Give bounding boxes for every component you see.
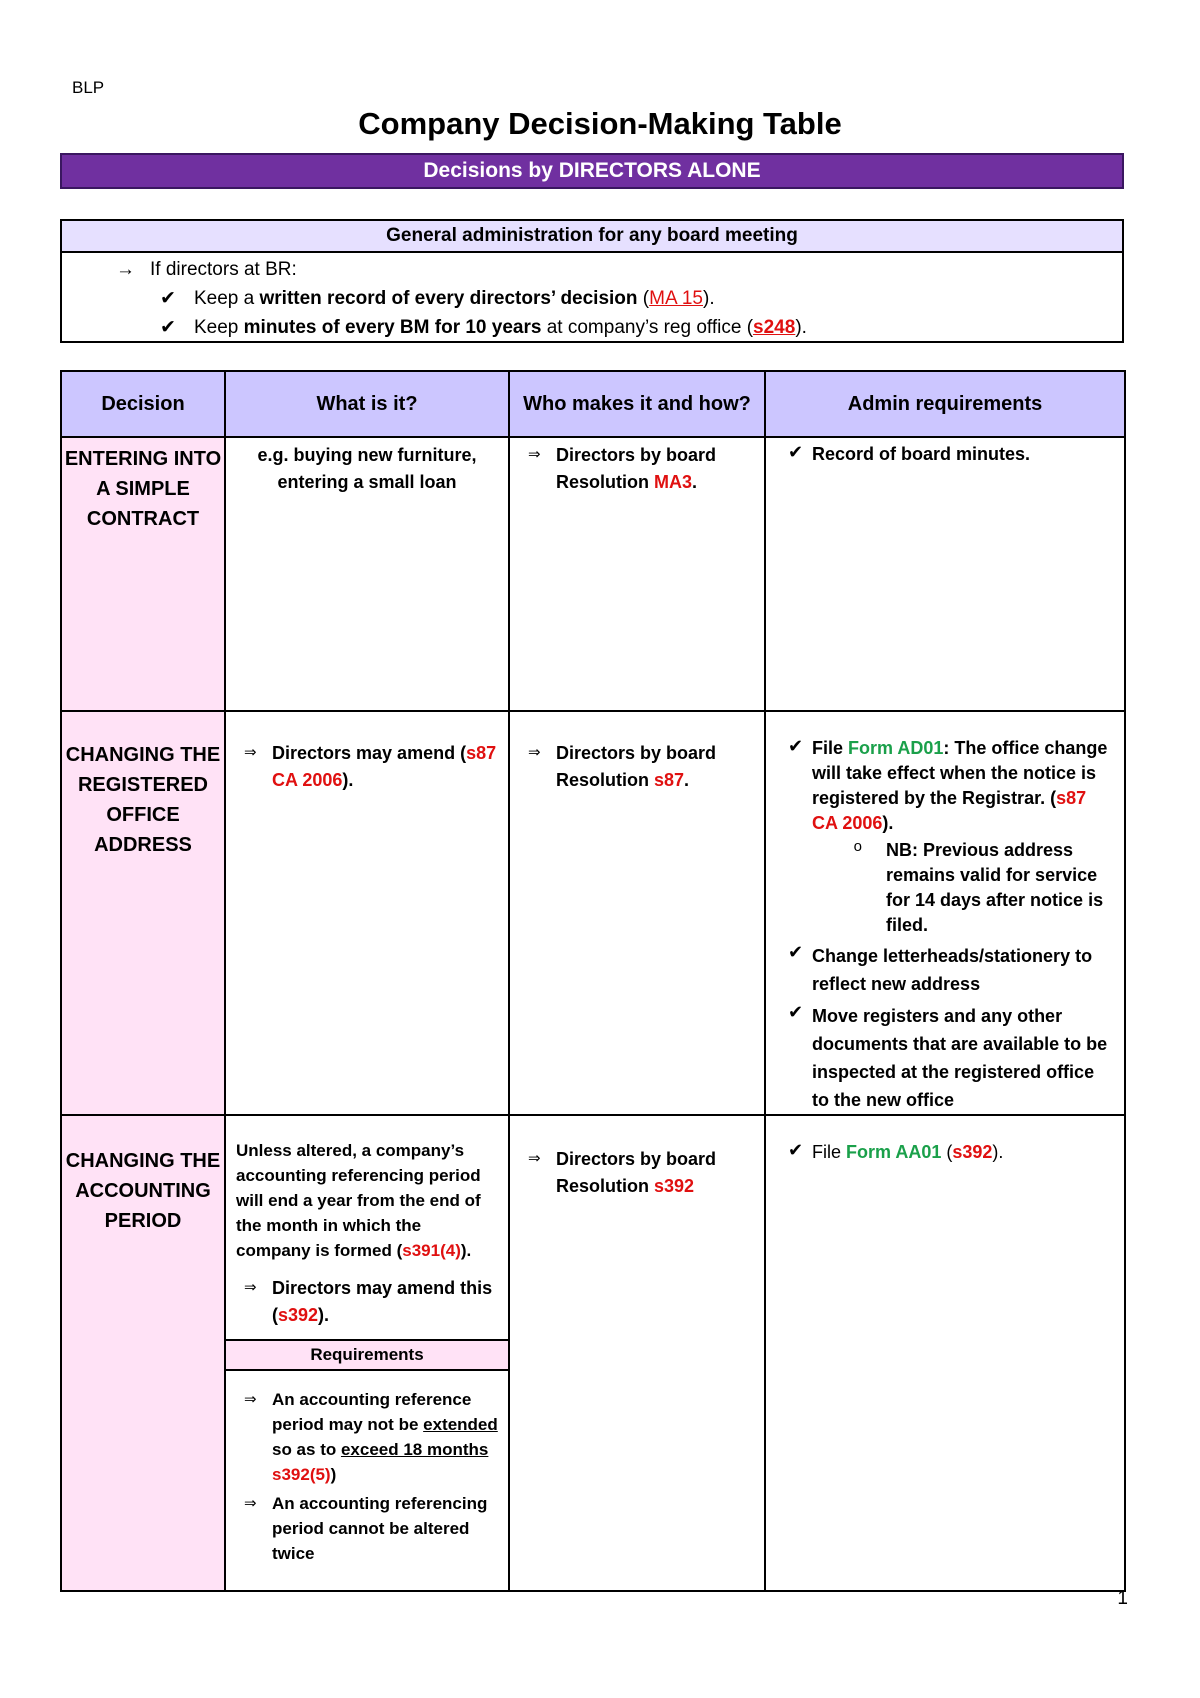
- page-number: 1: [1117, 1588, 1128, 1609]
- implies-icon: ⇒: [244, 744, 257, 761]
- requirements-heading: Requirements: [226, 1339, 508, 1371]
- decision-cell: CHANGING THE ACCOUNTING PERIOD: [61, 1115, 225, 1591]
- reference-ma15: MA 15: [649, 288, 703, 309]
- general-admin-box: [60, 219, 1124, 343]
- check-icon: ✔: [788, 1002, 804, 1022]
- who-cell: ⇒ Directors by board Resolution s87.: [509, 711, 765, 1115]
- bullet-icon: o: [853, 838, 862, 855]
- admin-line-2: ✔ Keep a written record of every directors’ decision (MA 15).: [62, 284, 1122, 313]
- check-icon: ✔: [788, 736, 804, 756]
- what-cell: e.g. buying new furniture, entering a small loan: [225, 437, 509, 711]
- implies-icon: ⇒: [244, 1495, 257, 1512]
- implies-icon: ⇒: [244, 1391, 257, 1408]
- section-banner: Decisions by DIRECTORS ALONE: [60, 153, 1124, 189]
- page-title: Company Decision-Making Table: [358, 106, 842, 141]
- implies-icon: ⇒: [528, 1150, 541, 1167]
- decision-cell: ENTERING INTO A SIMPLE CONTRACT: [61, 437, 225, 711]
- reference-s248: s248: [753, 317, 796, 338]
- implies-icon: ⇒: [244, 1279, 257, 1296]
- table-header-row: [61, 371, 1125, 437]
- arrow-icon: →: [116, 259, 135, 280]
- implies-icon: ⇒: [528, 446, 541, 463]
- what-cell: Unless altered, a company’s accounting referencing period will end a year from the end of the month in which the company is formed (s391(4)). ⇒ Directors may amend this (s392). Requirements ⇒ An accounting reference period may not be extended so as to exceed 18 months s392(5)) ⇒ An accounting referencing period cannot be altered twice: [225, 1115, 509, 1591]
- header-left: BLP: [72, 78, 105, 97]
- admin-line-3: ✔ Keep minutes of every BM for 10 years at company’s reg office (s248).: [62, 313, 1122, 342]
- header-decision: Decision: [61, 371, 225, 437]
- check-icon: ✔: [788, 942, 804, 962]
- check-icon: ✔: [160, 317, 176, 338]
- what-cell: ⇒ Directors may amend (s87 CA 2006).: [225, 711, 509, 1115]
- check-icon: ✔: [160, 288, 176, 309]
- admin-cell: ✔ File Form AA01 (s392).: [765, 1115, 1125, 1591]
- implies-icon: ⇒: [528, 744, 541, 761]
- check-icon: ✔: [788, 442, 804, 462]
- check-icon: ✔: [788, 1140, 804, 1160]
- header-what: What is it?: [225, 371, 509, 437]
- table-row: [61, 437, 1125, 711]
- admin-line-1: → If directors at BR:: [62, 255, 1122, 284]
- who-cell: ⇒ Directors by board Resolution s392: [509, 1115, 765, 1591]
- header-admin: Admin requirements: [765, 371, 1125, 437]
- admin-cell: ✔ Record of board minutes.: [765, 437, 1125, 711]
- admin-cell: ✔ File Form AD01: The office change will take effect when the notice is registered by the Registrar. (s87 CA 2006). o NB: Previous address remains valid for service for 14 days after notice is filed. ✔ Change letterheads/stationery to reflect new address ✔ Move registers and any other documents that are available to be inspected at the registered office to the new office: [765, 711, 1125, 1115]
- decision-cell: CHANGING THE REGISTERED OFFICE ADDRESS: [61, 711, 225, 1115]
- table-row: [61, 1115, 1125, 1591]
- header-who: Who makes it and how?: [509, 371, 765, 437]
- general-admin-heading: General administration for any board meeting: [62, 221, 1122, 253]
- decision-table: [60, 370, 1126, 1592]
- table-row: [61, 711, 1125, 1115]
- who-cell: ⇒ Directors by board Resolution MA3.: [509, 437, 765, 711]
